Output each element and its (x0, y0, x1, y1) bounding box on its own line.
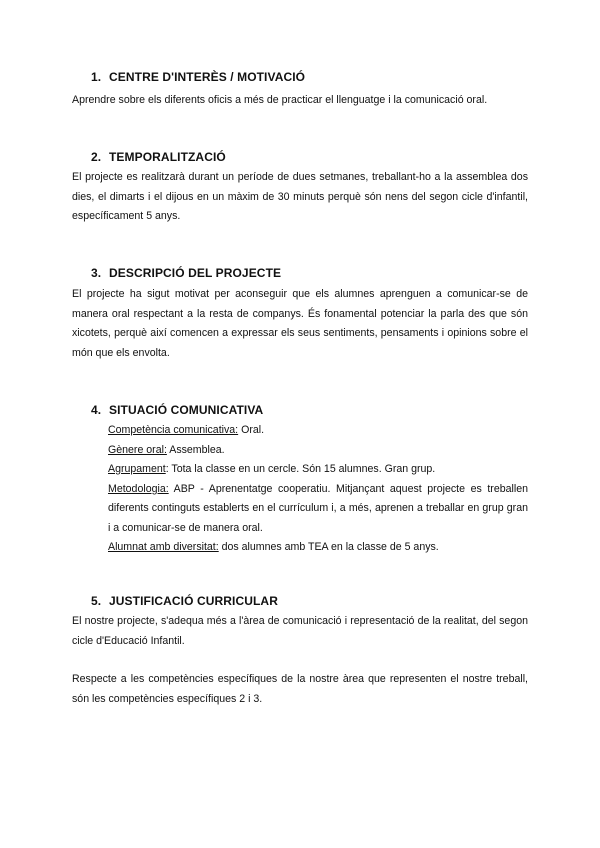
section-5-heading (91, 594, 278, 608)
section-1-heading (91, 70, 305, 84)
section-number: 4. (91, 403, 102, 417)
item-label: Metodologia: (108, 482, 169, 495)
section-1-text: Aprendre sobre els diferents oficis a més de practicar el llenguatge i la comunicació oral. (72, 94, 488, 106)
communicative-situation-list (108, 421, 528, 558)
section-number: 5. (91, 594, 102, 608)
section-5-text-2: Respecte a les competències específiques de la nostre àrea que representen el nostre treball, són les competències específiques 2 i 3. (72, 673, 528, 705)
section-3-heading (91, 266, 281, 280)
section-2-text: El projecte es realitzarà durant un període de dues setmanes, treballant-ho a la assemblea dos dies, el dimarts i el dijous en un màxim de 30 minuts perquè són nens del segon cicle d'infantil, específicament 5 anys. (72, 171, 528, 222)
section-3-text: El projecte ha sigut motivat per aconseguir que els alumnes aprenguen a comunicar-se de manera oral respectant a la resta de companys. És fonamental potenciar la parla des que són xicotets, perquè així comencen a expressar els seus sentiments, pensaments i opinions sobre el món que els envolta. (72, 288, 528, 359)
section-5-text-1: El nostre projecte, s'adequa més a l'àrea de comunicació i representació de la realitat, del segon cicle d'Educació Infantil. (72, 615, 528, 647)
section-title: TEMPORALITZACIÓ (109, 150, 226, 164)
list-item (108, 480, 528, 539)
section-number: 1. (91, 70, 102, 84)
item-value: dos alumnes amb TEA en la classe de 5 anys. (218, 541, 439, 553)
item-label: Agrupament (108, 463, 166, 475)
item-label: Competència comunicativa: (108, 424, 239, 436)
section-4-heading (91, 403, 263, 417)
section-number: 3. (91, 266, 102, 280)
item-label: Alumnat amb diversitat: (108, 541, 219, 553)
section-2-heading (91, 150, 226, 164)
section-title: JUSTIFICACIÓ CURRICULAR (109, 594, 278, 608)
list-item (108, 441, 528, 461)
item-label: Gènere oral: (108, 443, 167, 456)
list-item (108, 421, 528, 441)
item-value: Oral. (238, 424, 265, 436)
list-item (108, 538, 528, 558)
section-title: CENTRE D'INTERÈS / MOTIVACIÓ (109, 70, 306, 84)
item-value: ABP - Aprenentatge cooperatiu. Mitjançant aquest projecte es treballen diferents continguts establerts en el currículum i, a més, aprenen a treballar en grup gran i a comunicar-se de manera oral. (108, 482, 528, 534)
item-value: : Tota la classe en un cercle. Són 15 alumnes. Gran grup. (165, 463, 436, 475)
section-title: DESCRIPCIÓ DEL PROJECTE (109, 266, 282, 280)
section-title: SITUACIÓ COMUNICATIVA (109, 403, 264, 417)
list-item (108, 460, 528, 480)
section-number: 2. (91, 150, 102, 164)
item-value: Assemblea. (166, 443, 225, 456)
